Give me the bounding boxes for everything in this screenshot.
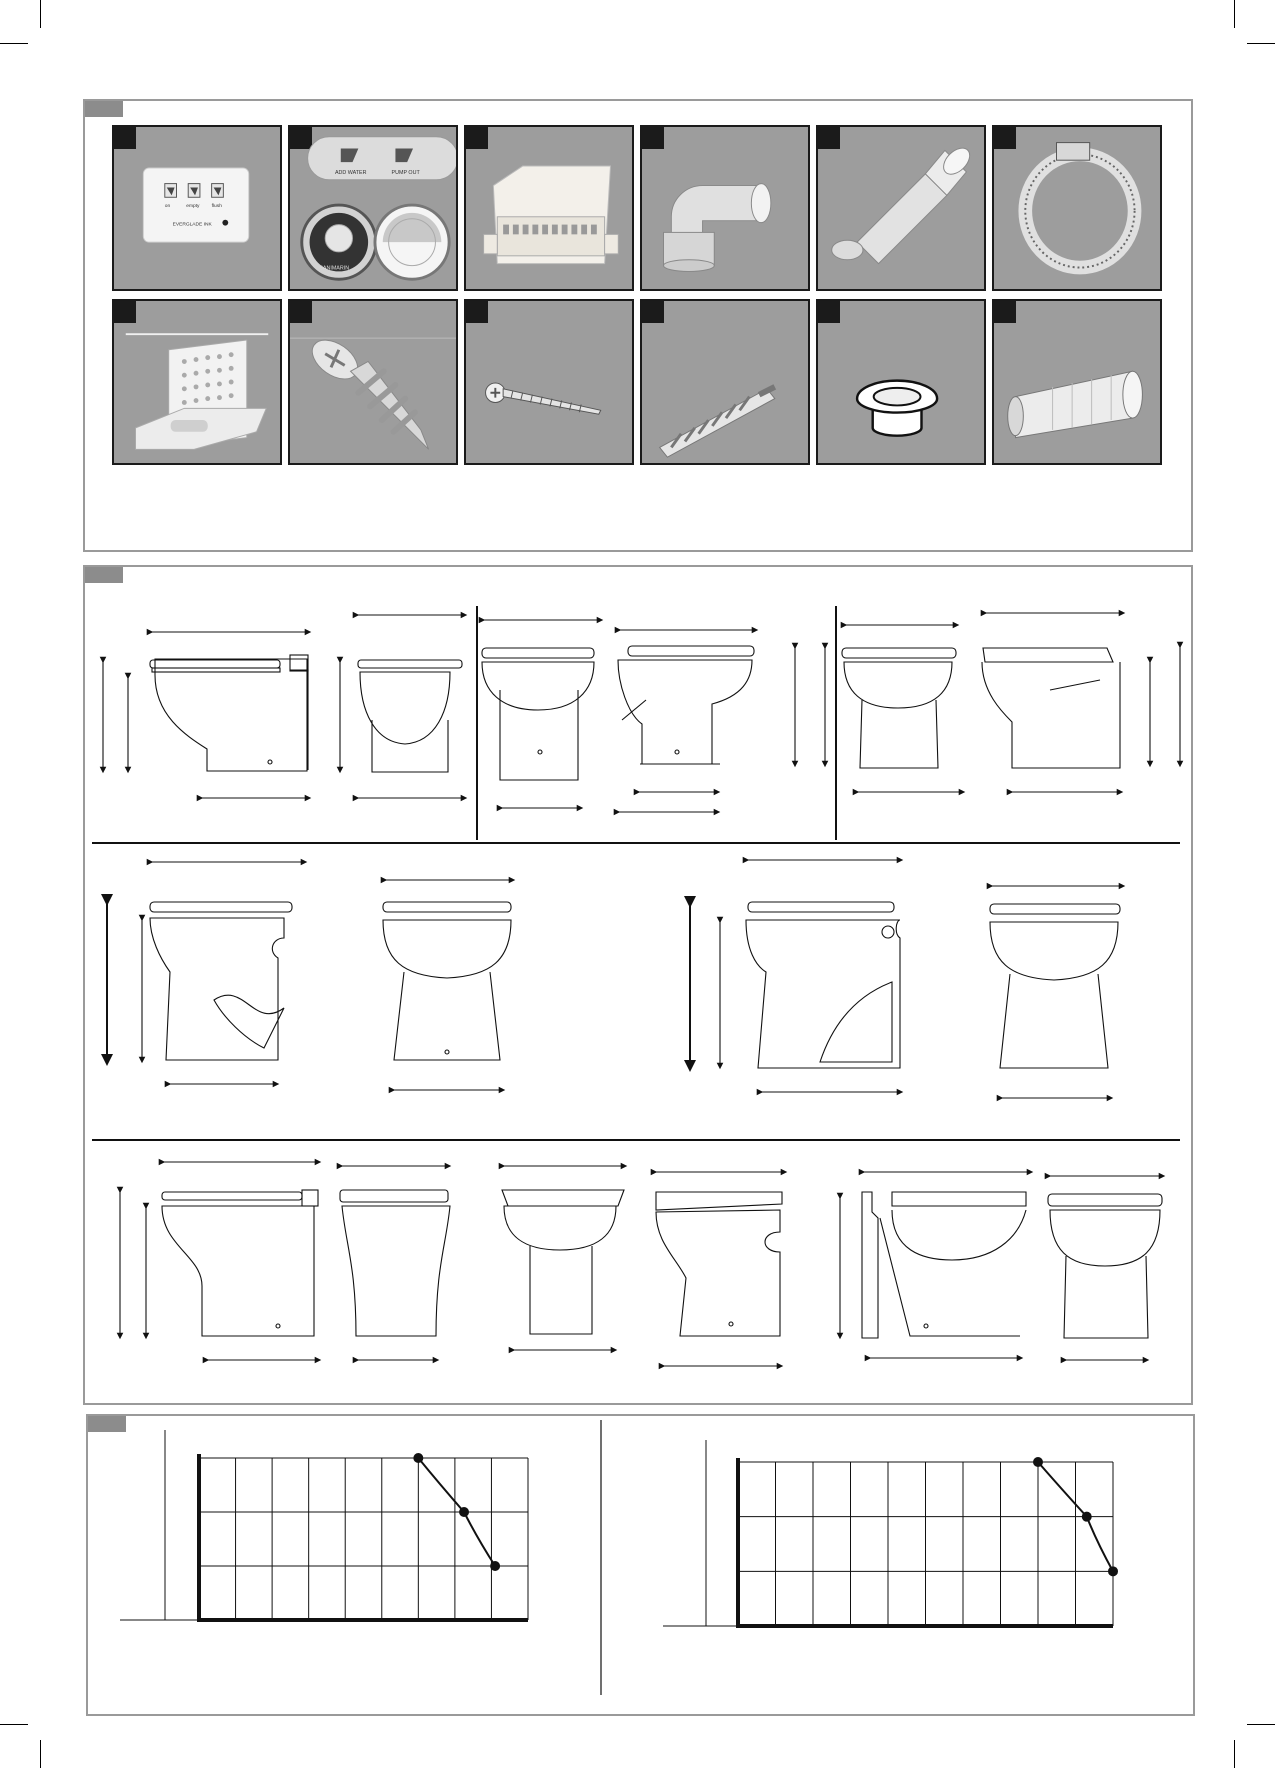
section-tab [88, 1416, 126, 1432]
flush-label-add-water: ADD WATER [334, 169, 367, 176]
part-tile-wall-plug [640, 299, 810, 465]
control-panel-brand: EVERGLADE INK [172, 222, 212, 228]
angled-hose-adapter-icon [818, 127, 984, 289]
flush-switch-icon [290, 127, 456, 289]
part-tile-angled-hose-adapter [816, 125, 986, 291]
control-label-b: empty [186, 204, 200, 210]
part-tile-junction-box [464, 125, 634, 291]
crop-mark [1247, 1724, 1275, 1725]
part-tile-control-panel [112, 125, 282, 291]
installation-template-icon [114, 301, 280, 463]
rubber-grommet-icon [818, 301, 984, 463]
part-tile-elbow-fitting [640, 125, 810, 291]
part-tile-hose-clamp [992, 125, 1162, 291]
part-tile-rubber-grommet [816, 299, 986, 465]
crop-mark [0, 43, 28, 44]
crop-mark [1234, 0, 1235, 28]
crop-mark [1234, 1740, 1235, 1768]
elbow-fitting-icon [642, 127, 808, 289]
round-button-brand: SANIMARIN [319, 265, 350, 272]
part-tile-small-screw [464, 299, 634, 465]
crop-mark [0, 1724, 28, 1725]
control-label-a: on [164, 204, 171, 210]
dimensions-panel [83, 565, 1193, 1405]
junction-box-icon [466, 127, 632, 289]
part-tile-installation-template [112, 299, 282, 465]
large-screw-icon [290, 301, 456, 463]
flush-label-pump-out: PUMP OUT [391, 169, 420, 176]
crop-mark [40, 0, 41, 28]
wall-plug-icon [642, 301, 808, 463]
part-tile-large-screw [288, 299, 458, 465]
section-tab [85, 101, 123, 117]
parts-panel [83, 99, 1193, 552]
control-label-c: flush [211, 204, 222, 210]
hose-clamp-icon [994, 127, 1160, 289]
section-tab [85, 567, 123, 583]
charts-panel [86, 1414, 1195, 1716]
part-tile-hose-connector [992, 299, 1162, 465]
crop-mark [1247, 43, 1275, 44]
small-screw-icon [466, 301, 632, 463]
hose-connector-icon [994, 301, 1160, 463]
control-panel-icon [114, 127, 280, 289]
crop-mark [40, 1740, 41, 1768]
part-tile-flush-switch [288, 125, 458, 291]
